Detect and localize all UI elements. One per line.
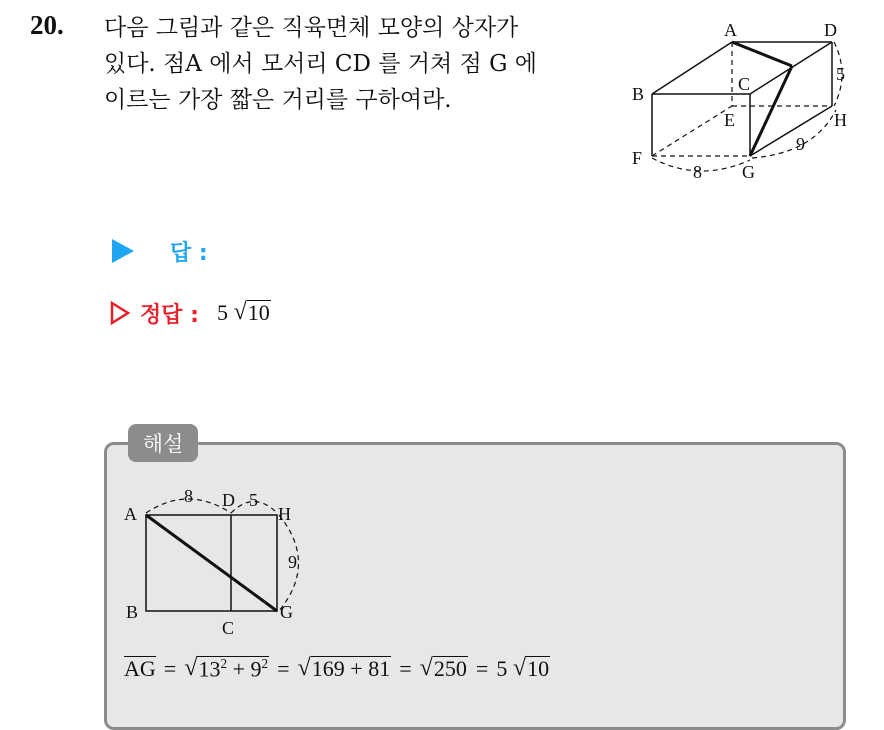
label-C: C: [738, 74, 751, 94]
net-label-D: D: [222, 490, 235, 510]
correct-answer-coefficient: 5: [216, 300, 228, 325]
question-line-3: 이르는 가장 짧은 거리를 구하여라.: [104, 87, 452, 113]
cuboid-figure: [624, 18, 864, 188]
net-figure: [118, 480, 338, 650]
net-dim-9: 9: [288, 552, 297, 572]
answer-row: [112, 236, 208, 266]
correct-answer-value: [217, 300, 271, 326]
formula-term-13: 13: [198, 656, 221, 682]
formula-plus: +: [232, 656, 245, 682]
dim-5: 5: [836, 64, 845, 84]
correct-answer-row: [110, 297, 271, 329]
formula-sqrt-2: √ 169 + 81: [297, 654, 391, 682]
net-label-B: B: [126, 602, 139, 622]
question-line-2: 있다. 점A 에서 모서리 CD 를 거쳐 점 G 에: [104, 51, 537, 77]
sqrt-expression: √ 10: [233, 298, 270, 326]
formula-sum: 169 + 81: [311, 656, 391, 682]
label-H: H: [834, 110, 847, 130]
formula-250: 250: [433, 656, 467, 682]
formula-exp-1: 2: [220, 656, 228, 672]
solution-formula: [124, 656, 550, 682]
net-dim-8: 8: [184, 486, 193, 506]
formula-equals-1: =: [163, 656, 177, 681]
formula-coefficient: 5: [496, 656, 508, 681]
formula-equals-2: =: [277, 656, 290, 681]
label-A: A: [724, 20, 737, 40]
formula-equals-3: =: [399, 656, 412, 681]
correct-answer-radicand: 10: [247, 300, 270, 326]
formula-sqrt-3: √ 250: [419, 654, 467, 682]
formula-equals-4: =: [475, 656, 489, 681]
question-text: [104, 10, 604, 118]
net-label-H: H: [278, 504, 291, 524]
net-label-A: A: [124, 504, 137, 524]
label-E: E: [724, 110, 735, 130]
dim-9: 9: [796, 134, 805, 154]
formula-radicand: 10: [527, 656, 550, 682]
formula-exp-2: 2: [261, 656, 269, 672]
explanation-tag: 해설: [128, 424, 198, 462]
formula-sqrt-4: √ 10: [512, 654, 550, 682]
label-B: B: [632, 84, 645, 104]
net-dim-5: 5: [249, 490, 258, 510]
formula-term-9: 9: [250, 656, 262, 682]
answer-label: 답 :: [170, 240, 208, 266]
formula-sqrt-1: √ $13^2 + 9^2$: [184, 654, 269, 682]
outline-triangle-icon: [110, 301, 130, 325]
label-G: G: [742, 162, 755, 182]
label-D: D: [824, 20, 837, 40]
net-label-G: G: [280, 602, 293, 622]
label-F: F: [632, 148, 643, 168]
net-label-C: C: [222, 618, 235, 638]
correct-answer-label: 정답 :: [140, 302, 199, 328]
question-number: 20.: [30, 10, 64, 40]
question-line-1: 다음 그림과 같은 직육면체 모양의 상자가: [104, 15, 519, 41]
dim-8: 8: [693, 162, 702, 182]
play-triangle-icon: [112, 239, 134, 263]
formula-segment-ag: AG: [124, 656, 156, 682]
